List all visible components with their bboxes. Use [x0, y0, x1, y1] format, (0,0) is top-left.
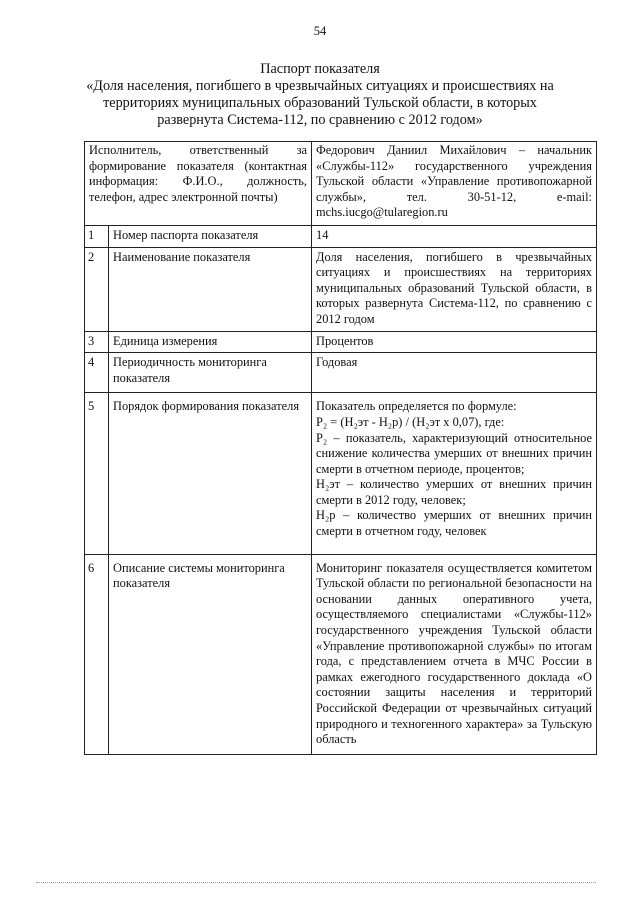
scan-artifact-line — [36, 882, 596, 884]
title-line: территориях муниципальных образований Тульской области, в которых — [103, 95, 537, 111]
table-row — [85, 554, 597, 754]
executor-label-cell: Исполнитель, ответственный за формирование показателя (контактная информация: Ф.И.О., должность, телефон, адрес электронной почты) — [85, 142, 312, 226]
table-row — [85, 331, 597, 353]
formula-term: Н₂эт – количество умерших от внешних причин смерти в 2012 году, человек; — [316, 477, 592, 507]
row-name: Единица измерения — [109, 331, 312, 353]
row-number: 2 — [85, 247, 109, 331]
title-line: «Доля населения, погибшего в чрезвычайных ситуациях и происшествиях на — [86, 78, 554, 94]
row-number: 4 — [85, 353, 109, 393]
row-name: Описание системы мониторинга показателя — [109, 554, 312, 754]
indicator-passport-table — [84, 141, 597, 755]
executor-value-cell: Федорович Даниил Михайлович – начальник «Службы-112» государственного учреждения Тульской области «Управление противопожарной службы», тел. 30-51-12, e-mail: mchs.iucgo@tularegion.ru — [312, 142, 597, 226]
row-number: 6 — [85, 554, 109, 754]
title-line: развернута Система-112, по сравнению с 2012 годом» — [157, 112, 483, 128]
row-value: Годовая — [312, 353, 597, 393]
formula-term: Н₂р – количество умерших от внешних причин смерти в отчетном году, человек — [316, 508, 592, 539]
row-number: 1 — [85, 225, 109, 247]
page-number: 54 — [313, 24, 327, 38]
row-value: 14 — [312, 225, 597, 247]
document-title — [60, 61, 580, 129]
row-name: Наименование показателя — [109, 247, 312, 331]
row-value: Доля населения, погибшего в чрезвычайных ситуациях и происшествиях на территориях муниципальных образований Тульской области, в которых развернута Система-112, по сравнению с 2012 годом — [312, 247, 597, 331]
formula-intro: Показатель определяется по формуле: — [316, 399, 517, 414]
title-line: Паспорт показателя — [260, 61, 380, 77]
row-name: Номер паспорта показателя — [109, 225, 312, 247]
formula: P₂ = (Н₂эт - Н₂р) / (Н₂эт х 0,07), где: — [316, 414, 505, 429]
table-row — [85, 142, 597, 226]
row-number: 5 — [85, 393, 109, 554]
formula-cell — [312, 393, 597, 554]
table-row — [85, 353, 597, 393]
table-row — [85, 393, 597, 554]
table-row — [85, 247, 597, 331]
row-name: Порядок формирования показателя — [109, 393, 312, 554]
row-value: Процентов — [312, 331, 597, 353]
formula-term: P₂ – показатель, характеризующий относительное снижение количества умерших от внешних причин смерти в отчетном периоде, процентов; — [316, 430, 592, 476]
row-number: 3 — [85, 331, 109, 353]
table-row — [85, 225, 597, 247]
row-name: Периодичность мониторинга показателя — [109, 353, 312, 393]
row-value: Мониторинг показателя осуществляется комитетом Тульской области по региональной безопасности на основании данных оперативного учета, осуществляемого специалистами «Службы-112» государственного учреждения Тульской области «Управление противопожарной службы» по итогам года, с представлением отчета в МЧС России в рамках ежегодного государственного доклада «О состоянии защиты населения и территорий Российской Федерации от чрезвычайных ситуаций природного и техногенного характера» за Тульскую область — [312, 554, 597, 754]
